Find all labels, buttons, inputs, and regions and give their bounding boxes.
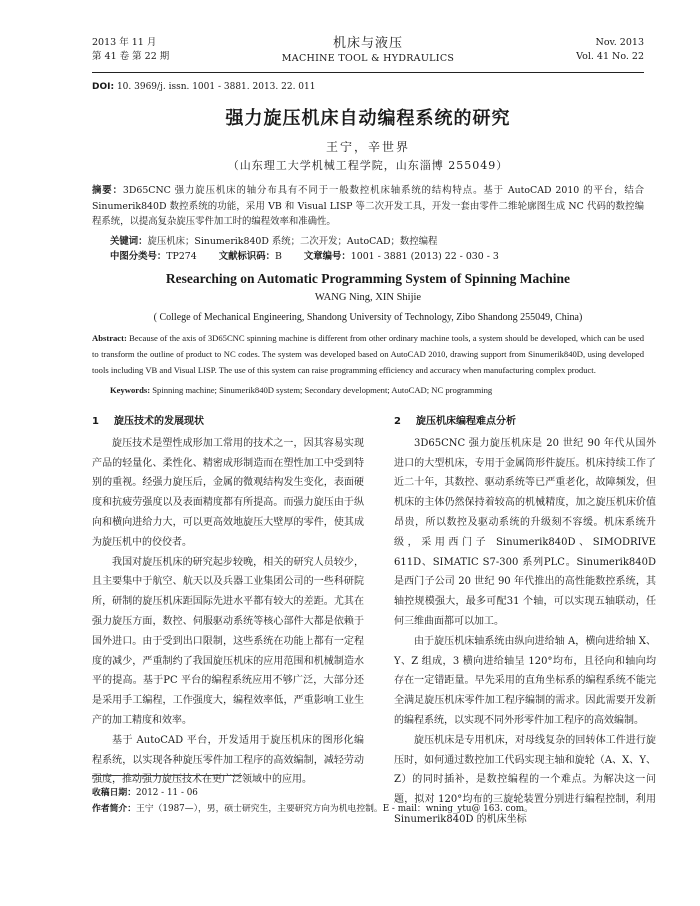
abstract-en-label: Abstract: (92, 333, 127, 343)
section-2-paragraph: 3D65CNC 强力旋压机床是 20 世纪 90 年代从国外进口的大型机床，专用于金属筒形件旋压。机床持续工作了近二十年，其数控、驱动系统等已严重老化，故障频发，但机床的主体仍然保持着较高的机械精度，加之旋压机床价值昂贵，所以数控及驱动系统的升级刻不容缓。机床系统升级，采用西门子 Sinumerik840D、SIMODRIVE 611D、SIMATIC S7-300 系列PLC。Sinumerik840D 是西门子公司 20 世纪 90 年代推出的高性能数控系统，其轴控规模强大，最多可配31 个轴，可以实现五轴联动，任何三维曲面都可以加工。 (394, 437, 656, 627)
journal-name-cn: 机床与液压 (332, 36, 403, 51)
section-2-number: 2 (394, 416, 401, 427)
article-no-label: 文章编号： (303, 251, 351, 262)
section-1-paragraph: 旋压技术是塑性成形加工常用的技术之一，因其容易实现产品的轻量化、柔性化、精密成形制造而在塑性加工中受到特别的重视。经强力旋压后，金属的微观结构发生变化，表面硬度和抗疲劳强度以及表面精度都有所提高。而强力旋压由于纵向和横向进给力大，可以更高效地旋压大壁厚的零件，使其成为旋压机中的佼佼者。 (92, 437, 364, 548)
author-bio: 王宁（1987—），男，硕士研究生，主要研究方向为机电控制。E - mail：wning_ytu@ 163. com。 (136, 803, 533, 814)
received-label: 收稿日期： (92, 788, 136, 798)
doi-line (92, 82, 315, 92)
classification-line (110, 249, 499, 264)
affiliation-cn: （山东理工大学机械工程学院，山东淄博 255049） (227, 159, 509, 172)
body-column-left (92, 412, 364, 790)
received-date-line (92, 786, 644, 802)
page-header (92, 36, 644, 70)
section-1-paragraph: 基于 AutoCAD 平台，开发适用于旋压机床的图形化编程系统，以实现各种旋压零件加工程序的高效编制，减轻劳动强度，推动强力旋压技术在更广泛领域中的应用。 (92, 734, 364, 786)
abstract-en (92, 331, 644, 378)
footnote-rule (92, 775, 242, 776)
section-2-paragraph: 由于旋压机床轴系统由纵向进给轴 A，横向进给轴 X、Y、Z 组成，3 横向进给轴呈 120°均布，且径向和轴向均存在一定错距量。早先采用的直角坐标系的编程系统不能完全满足旋压机床零件加工程序编制的需求。因此需要开发新的编程系统，以实现不同外形零件加工程序的高效编制。 (394, 635, 656, 726)
volume-cn: 第 41 卷 第 22 期 (92, 51, 170, 62)
author-bio-label: 作者简介： (92, 803, 136, 814)
authors-cn: 王宁，辛世界 (325, 140, 410, 154)
article-title-cn: 强力旋压机床自动编程系统的研究 (225, 108, 511, 129)
abstract-en-text: Because of the axis of 3D65CNC spinning machine is different from other ordinary machine tools, a system should be developed, which can be used to transform the outline of product to NC codes. The system was developed based on AutoCAD 2010, drawing support from Sinumerik840D, using developed tools including VB and Visual LISP. The use of this system can raise programming efficiency and accuracy when manufacturing complex product. (92, 333, 645, 375)
keywords-en-text: Spinning machine; Sinumerik840D system; Secondary development; AutoCAD; NC programming (152, 385, 493, 395)
keywords-en (110, 383, 644, 397)
doc-code-label: 文献标识码： (218, 251, 275, 262)
header-center (92, 36, 644, 65)
footnote (92, 786, 644, 817)
keywords-cn-label: 关键词： (110, 236, 148, 247)
volume-en: Vol. 41 No. 22 (576, 51, 644, 62)
abstract-cn-label: 摘要： (92, 185, 123, 196)
header-rule (92, 72, 644, 73)
section-2-heading (394, 412, 656, 432)
keywords-en-label: Keywords: (110, 385, 151, 395)
section-1-number: 1 (92, 416, 99, 427)
article-no-value: 1001 - 3881 (2013) 22 - 030 - 3 (350, 251, 499, 262)
abstract-cn-text: 3D65CNC 强力旋压机床的轴分布具有不同于一般数控机床轴系统的结构特点。基于 AutoCAD 2010 的平台，结合 Sinumerik840D 数控系统的功能，采用 VB 和 Visual LISP 等二次开发工具，开发一套由零件二维轮廓图生成 NC 代码的数控编程系统，以提高复杂旋压零件加工时的编程效率和准确性。 (92, 185, 644, 227)
section-1-title: 旋压技术的发展现状 (114, 416, 204, 427)
header-right (576, 36, 644, 64)
section-2-paragraph: 旋压机床是专用机床，对母线复杂的回转体工件进行旋压时，如何通过数控加工代码实现主轴和旋轮（A、X、Y、Z）的同时插补，是数控编程的一个难点。为解决这一问题，拟对 120°均布的三旋轮装置分别进行编程控制，利用 Sinumerik840D 的机床坐标 (394, 734, 656, 825)
section-2-title: 旋压机床编程难点分析 (416, 416, 516, 427)
author-bio-line (92, 802, 644, 818)
section-1-paragraph: 我国对旋压机床的研究起步较晚，相关的研究人员较少，且主要集中于航空、航天以及兵器工业集团公司的一些科研院所，研制的旋压机床距国际先进水平都有较大的差距。尤其在强力旋压方面，数控、伺服驱动系统等核心部件大都是依赖于国外进口。由于受到出口限制，这些系统在功能上都有一定程度的减少，严重制约了我国旋压机床的应用范围和机械制造水平的提高。基于PC 平台的编程系统应用不够广泛，大部分还是采用手工编程，工作强度大，编程效率低，严重影响工业生产的加工精度和效率。 (92, 556, 364, 726)
doi-value[interactable]: 10. 3969/j. issn. 1001 - 3881. 2013. 22. 011 (116, 82, 316, 92)
received-date: 2012 - 11 - 06 (136, 788, 198, 798)
clc-label: 中图分类号： (110, 251, 167, 262)
doi-label: DOI: (92, 82, 115, 92)
issue-date-cn: 2013 年 11 月 (92, 37, 157, 48)
keywords-cn (110, 234, 644, 249)
section-1-heading (92, 412, 364, 432)
authors-en: WANG Ning, XIN Shijie (314, 292, 422, 303)
journal-name-en: MACHINE TOOL & HYDRAULICS (281, 53, 455, 64)
keywords-cn-text: 旋压机床；Sinumerik840D 系统；二次开发；AutoCAD；数控编程 (147, 236, 438, 247)
affiliation-en: ( College of Mechanical Engineering, Shandong University of Technology, Zibo Shandong 255049, China) (153, 312, 583, 323)
clc-value: TP274 (166, 251, 197, 262)
body-column-right (394, 412, 656, 830)
article-title-en: Researching on Automatic Programming System of Spinning Machine (165, 271, 571, 286)
doc-code-value: B (275, 251, 282, 262)
issue-date-en: Nov. 2013 (595, 37, 644, 48)
abstract-cn (92, 183, 644, 230)
